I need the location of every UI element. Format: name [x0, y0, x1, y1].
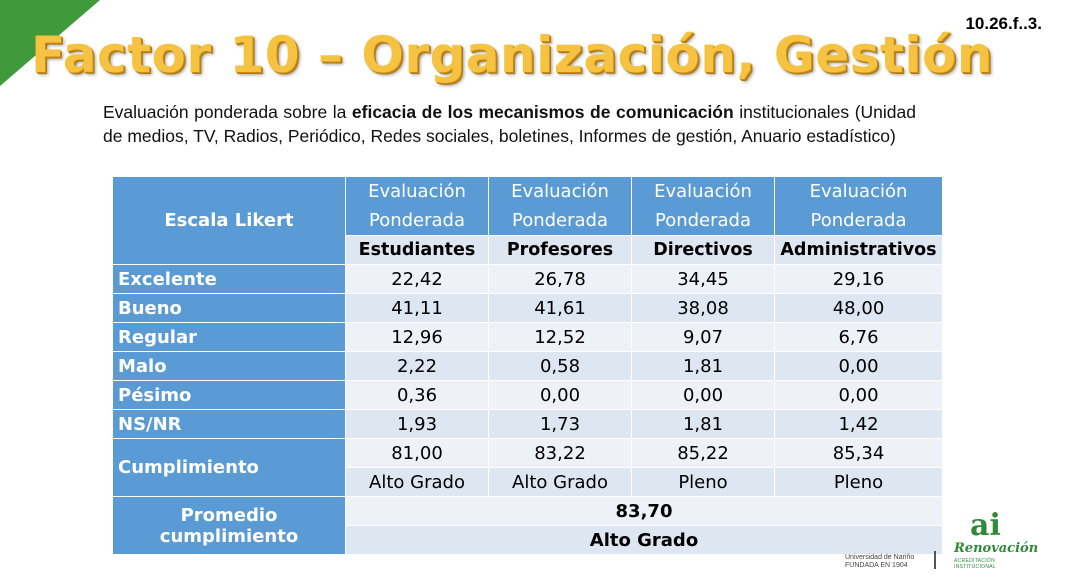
- group-header-administrativos: Evaluación Ponderada: [775, 177, 943, 236]
- table-cell: 6,76: [775, 323, 943, 352]
- group-header-profesores: Evaluación Ponderada: [489, 177, 632, 236]
- table-cell: 1,81: [632, 410, 775, 439]
- promedio-value: 83,70: [346, 497, 943, 526]
- cumplimiento-value: 83,22: [489, 439, 632, 468]
- table-row: [113, 294, 943, 323]
- table-cell: 0,00: [775, 352, 943, 381]
- column-header-administrativos: Administrativos: [775, 236, 943, 265]
- table-row: [113, 410, 943, 439]
- promedio-label: Promedio cumplimiento: [113, 497, 346, 555]
- cumplimiento-grade: Alto Grado: [489, 468, 632, 497]
- cumplimiento-grade: Pleno: [775, 468, 943, 497]
- slide-title: Factor 10 – Organización, Gestión: [31, 26, 993, 84]
- table-cell: 38,08: [632, 294, 775, 323]
- corner-header: Escala Likert: [113, 177, 346, 265]
- table-cell: 0,00: [632, 381, 775, 410]
- table-cell: 0,00: [489, 381, 632, 410]
- table-cell: 12,52: [489, 323, 632, 352]
- group-header-directivos: Evaluación Ponderada: [632, 177, 775, 236]
- description-bold: eficacia de los mecanismos de comunicación: [351, 102, 734, 122]
- renovacion-logo: [948, 508, 1039, 570]
- table-cell: 12,96: [346, 323, 489, 352]
- table-cell: 41,61: [489, 294, 632, 323]
- logo-word: Renovación: [954, 541, 1039, 556]
- table-cell: 2,22: [346, 352, 489, 381]
- table-cell: 0,58: [489, 352, 632, 381]
- group-header-estudiantes: Evaluación Ponderada: [346, 177, 489, 236]
- table-cell: 41,11: [346, 294, 489, 323]
- description-post: institucionales (Unidad de medios, TV, Radios, Periódico, Redes sociales, boletines, Informes de gestión, Anuario estadístico): [103, 102, 916, 146]
- logo-ai-mark: ai: [970, 508, 1001, 543]
- logo-subtitle: ACREDITACIÓN INSTITUCIONAL: [954, 558, 996, 570]
- table-cell: 1,73: [489, 410, 632, 439]
- table-cell: 29,16: [775, 265, 943, 294]
- row-label: Excelente: [113, 265, 346, 294]
- table-row: [113, 352, 943, 381]
- cumplimiento-value: 81,00: [346, 439, 489, 468]
- row-label: Regular: [113, 323, 346, 352]
- row-label: Malo: [113, 352, 346, 381]
- row-label: Pésimo: [113, 381, 346, 410]
- slide-code: 10.26.f..3.: [965, 14, 1042, 33]
- column-header-profesores: Profesores: [489, 236, 632, 265]
- column-header-directivos: Directivos: [632, 236, 775, 265]
- university-logo: [845, 554, 914, 570]
- cumplimiento-value: 85,22: [632, 439, 775, 468]
- table-cell: 9,07: [632, 323, 775, 352]
- likert-table: [112, 176, 943, 555]
- column-header-estudiantes: Estudiantes: [346, 236, 489, 265]
- promedio-grade: Alto Grado: [346, 526, 943, 555]
- table-cell: 1,42: [775, 410, 943, 439]
- table-cell: 1,93: [346, 410, 489, 439]
- promedio-row: [113, 497, 943, 526]
- table-cell: 34,45: [632, 265, 775, 294]
- description-pre: Evaluación ponderada sobre la: [103, 102, 352, 122]
- table-cell: 1,81: [632, 352, 775, 381]
- cumplimiento-grade: Pleno: [632, 468, 775, 497]
- table-cell: 26,78: [489, 265, 632, 294]
- cumplimiento-label: Cumplimiento: [113, 439, 346, 497]
- row-label: NS/NR: [113, 410, 346, 439]
- row-label: Bueno: [113, 294, 346, 323]
- description: [103, 100, 916, 148]
- table-row: [113, 265, 943, 294]
- university-founded: FUNDADA EN 1904: [845, 562, 908, 569]
- table-cell: 22,42: [346, 265, 489, 294]
- cumplimiento-grade: Alto Grado: [346, 468, 489, 497]
- cumplimiento-value: 85,34: [775, 439, 943, 468]
- table-cell: 48,00: [775, 294, 943, 323]
- table-cell: 0,36: [346, 381, 489, 410]
- university-name: Universidad de Nariño: [845, 554, 915, 561]
- cumplimiento-row: [113, 439, 943, 468]
- table-cell: 0,00: [775, 381, 943, 410]
- table-row: [113, 381, 943, 410]
- table-row: [113, 323, 943, 352]
- footer-divider: [934, 551, 936, 569]
